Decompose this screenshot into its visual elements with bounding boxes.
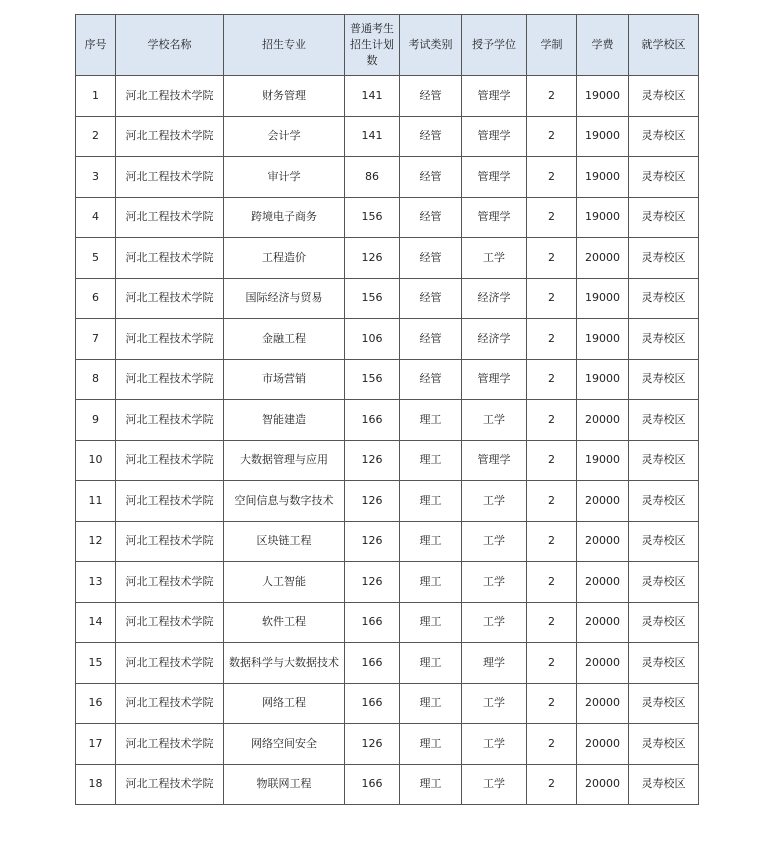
cell-tuition: 19000	[577, 359, 629, 400]
cell-school: 河北工程技术学院	[116, 764, 224, 805]
cell-campus: 灵寿校区	[629, 238, 699, 279]
table-row	[76, 76, 699, 117]
cell-duration: 2	[527, 359, 577, 400]
cell-school: 河北工程技术学院	[116, 278, 224, 319]
cell-major: 国际经济与贸易	[224, 278, 345, 319]
cell-campus: 灵寿校区	[629, 400, 699, 441]
cell-tuition: 20000	[577, 643, 629, 684]
cell-duration: 2	[527, 319, 577, 360]
header-row	[76, 15, 699, 76]
cell-tuition: 20000	[577, 238, 629, 279]
cell-tuition: 19000	[577, 76, 629, 117]
cell-degree: 管理学	[462, 116, 527, 157]
cell-school: 河北工程技术学院	[116, 400, 224, 441]
cell-exam-category: 理工	[400, 683, 462, 724]
cell-campus: 灵寿校区	[629, 440, 699, 481]
cell-major: 会计学	[224, 116, 345, 157]
header-cell-campus: 就学校区	[629, 15, 699, 76]
cell-index: 8	[76, 359, 116, 400]
cell-degree: 管理学	[462, 440, 527, 481]
table-row	[76, 400, 699, 441]
cell-major: 软件工程	[224, 602, 345, 643]
cell-index: 14	[76, 602, 116, 643]
cell-campus: 灵寿校区	[629, 562, 699, 603]
cell-tuition: 19000	[577, 278, 629, 319]
cell-degree: 工学	[462, 238, 527, 279]
cell-exam-category: 经管	[400, 76, 462, 117]
cell-plan-count: 156	[345, 359, 400, 400]
cell-index: 15	[76, 643, 116, 684]
cell-degree: 工学	[462, 400, 527, 441]
cell-plan-count: 166	[345, 683, 400, 724]
cell-exam-category: 经管	[400, 319, 462, 360]
cell-campus: 灵寿校区	[629, 481, 699, 522]
header-cell-plan-count: 普通考生招生计划数	[345, 15, 400, 76]
cell-major: 市场营销	[224, 359, 345, 400]
table-row	[76, 197, 699, 238]
cell-tuition: 19000	[577, 197, 629, 238]
cell-plan-count: 141	[345, 76, 400, 117]
cell-degree: 管理学	[462, 197, 527, 238]
header-cell-duration: 学制	[527, 15, 577, 76]
cell-index: 6	[76, 278, 116, 319]
cell-exam-category: 理工	[400, 481, 462, 522]
cell-index: 13	[76, 562, 116, 603]
cell-campus: 灵寿校区	[629, 643, 699, 684]
cell-campus: 灵寿校区	[629, 76, 699, 117]
table-header	[76, 15, 699, 76]
table-body	[76, 76, 699, 805]
cell-degree: 管理学	[462, 359, 527, 400]
cell-tuition: 19000	[577, 116, 629, 157]
cell-plan-count: 126	[345, 521, 400, 562]
cell-degree: 工学	[462, 602, 527, 643]
cell-major: 大数据管理与应用	[224, 440, 345, 481]
cell-campus: 灵寿校区	[629, 319, 699, 360]
table-row	[76, 157, 699, 198]
cell-plan-count: 126	[345, 440, 400, 481]
cell-exam-category: 经管	[400, 197, 462, 238]
cell-school: 河北工程技术学院	[116, 319, 224, 360]
cell-campus: 灵寿校区	[629, 278, 699, 319]
cell-duration: 2	[527, 724, 577, 765]
cell-school: 河北工程技术学院	[116, 602, 224, 643]
cell-exam-category: 经管	[400, 116, 462, 157]
table-row	[76, 521, 699, 562]
cell-major: 区块链工程	[224, 521, 345, 562]
cell-campus: 灵寿校区	[629, 521, 699, 562]
cell-school: 河北工程技术学院	[116, 238, 224, 279]
cell-major: 人工智能	[224, 562, 345, 603]
cell-school: 河北工程技术学院	[116, 643, 224, 684]
cell-major: 财务管理	[224, 76, 345, 117]
table-row	[76, 116, 699, 157]
cell-tuition: 20000	[577, 562, 629, 603]
cell-major: 物联网工程	[224, 764, 345, 805]
cell-plan-count: 86	[345, 157, 400, 198]
cell-major: 空间信息与数字技术	[224, 481, 345, 522]
cell-major: 跨境电子商务	[224, 197, 345, 238]
cell-tuition: 20000	[577, 400, 629, 441]
cell-degree: 工学	[462, 521, 527, 562]
cell-tuition: 20000	[577, 764, 629, 805]
cell-plan-count: 166	[345, 400, 400, 441]
table-row	[76, 602, 699, 643]
table-row	[76, 643, 699, 684]
cell-exam-category: 经管	[400, 157, 462, 198]
cell-tuition: 19000	[577, 440, 629, 481]
cell-duration: 2	[527, 76, 577, 117]
cell-school: 河北工程技术学院	[116, 562, 224, 603]
cell-plan-count: 141	[345, 116, 400, 157]
cell-index: 5	[76, 238, 116, 279]
cell-exam-category: 经管	[400, 359, 462, 400]
cell-school: 河北工程技术学院	[116, 724, 224, 765]
cell-major: 工程造价	[224, 238, 345, 279]
cell-index: 18	[76, 764, 116, 805]
table-row	[76, 238, 699, 279]
cell-school: 河北工程技术学院	[116, 116, 224, 157]
cell-exam-category: 理工	[400, 602, 462, 643]
cell-tuition: 20000	[577, 521, 629, 562]
cell-exam-category: 理工	[400, 643, 462, 684]
cell-tuition: 19000	[577, 157, 629, 198]
cell-duration: 2	[527, 238, 577, 279]
cell-exam-category: 理工	[400, 440, 462, 481]
cell-major: 数据科学与大数据技术	[224, 643, 345, 684]
cell-school: 河北工程技术学院	[116, 440, 224, 481]
cell-duration: 2	[527, 521, 577, 562]
cell-tuition: 20000	[577, 724, 629, 765]
cell-campus: 灵寿校区	[629, 724, 699, 765]
table-row	[76, 481, 699, 522]
cell-campus: 灵寿校区	[629, 764, 699, 805]
cell-exam-category: 理工	[400, 521, 462, 562]
header-cell-school: 学校名称	[116, 15, 224, 76]
cell-plan-count: 166	[345, 602, 400, 643]
cell-duration: 2	[527, 562, 577, 603]
cell-duration: 2	[527, 197, 577, 238]
cell-plan-count: 126	[345, 481, 400, 522]
cell-duration: 2	[527, 602, 577, 643]
cell-campus: 灵寿校区	[629, 683, 699, 724]
cell-plan-count: 156	[345, 197, 400, 238]
cell-exam-category: 理工	[400, 764, 462, 805]
cell-tuition: 20000	[577, 481, 629, 522]
cell-campus: 灵寿校区	[629, 197, 699, 238]
cell-exam-category: 理工	[400, 562, 462, 603]
header-cell-degree: 授予学位	[462, 15, 527, 76]
cell-exam-category: 理工	[400, 724, 462, 765]
cell-degree: 理学	[462, 643, 527, 684]
cell-plan-count: 126	[345, 238, 400, 279]
cell-plan-count: 106	[345, 319, 400, 360]
table-row	[76, 278, 699, 319]
cell-degree: 工学	[462, 481, 527, 522]
cell-duration: 2	[527, 481, 577, 522]
cell-school: 河北工程技术学院	[116, 481, 224, 522]
table-row	[76, 359, 699, 400]
cell-degree: 工学	[462, 562, 527, 603]
cell-campus: 灵寿校区	[629, 602, 699, 643]
cell-tuition: 19000	[577, 319, 629, 360]
cell-exam-category: 经管	[400, 238, 462, 279]
cell-index: 7	[76, 319, 116, 360]
cell-major: 网络工程	[224, 683, 345, 724]
cell-duration: 2	[527, 440, 577, 481]
cell-exam-category: 理工	[400, 400, 462, 441]
cell-duration: 2	[527, 116, 577, 157]
cell-degree: 经济学	[462, 319, 527, 360]
cell-school: 河北工程技术学院	[116, 76, 224, 117]
cell-degree: 工学	[462, 683, 527, 724]
cell-degree: 经济学	[462, 278, 527, 319]
cell-tuition: 20000	[577, 683, 629, 724]
cell-index: 2	[76, 116, 116, 157]
table-row	[76, 764, 699, 805]
cell-school: 河北工程技术学院	[116, 197, 224, 238]
cell-duration: 2	[527, 764, 577, 805]
cell-index: 16	[76, 683, 116, 724]
header-cell-tuition: 学费	[577, 15, 629, 76]
cell-plan-count: 156	[345, 278, 400, 319]
cell-school: 河北工程技术学院	[116, 521, 224, 562]
cell-duration: 2	[527, 400, 577, 441]
cell-index: 4	[76, 197, 116, 238]
cell-degree: 工学	[462, 724, 527, 765]
cell-index: 9	[76, 400, 116, 441]
cell-index: 1	[76, 76, 116, 117]
cell-index: 17	[76, 724, 116, 765]
table-row	[76, 319, 699, 360]
cell-school: 河北工程技术学院	[116, 683, 224, 724]
table-row	[76, 440, 699, 481]
cell-campus: 灵寿校区	[629, 157, 699, 198]
header-cell-index: 序号	[76, 15, 116, 76]
cell-school: 河北工程技术学院	[116, 157, 224, 198]
cell-major: 智能建造	[224, 400, 345, 441]
admissions-table	[75, 14, 699, 805]
cell-plan-count: 126	[345, 562, 400, 603]
cell-index: 11	[76, 481, 116, 522]
cell-major: 网络空间安全	[224, 724, 345, 765]
cell-tuition: 20000	[577, 602, 629, 643]
cell-index: 3	[76, 157, 116, 198]
cell-degree: 管理学	[462, 76, 527, 117]
cell-exam-category: 经管	[400, 278, 462, 319]
cell-index: 12	[76, 521, 116, 562]
cell-plan-count: 166	[345, 643, 400, 684]
cell-duration: 2	[527, 278, 577, 319]
table-row	[76, 724, 699, 765]
cell-major: 金融工程	[224, 319, 345, 360]
cell-duration: 2	[527, 643, 577, 684]
cell-major: 审计学	[224, 157, 345, 198]
header-cell-exam-category: 考试类别	[400, 15, 462, 76]
cell-degree: 管理学	[462, 157, 527, 198]
cell-campus: 灵寿校区	[629, 359, 699, 400]
cell-school: 河北工程技术学院	[116, 359, 224, 400]
header-cell-major: 招生专业	[224, 15, 345, 76]
cell-plan-count: 126	[345, 724, 400, 765]
cell-plan-count: 166	[345, 764, 400, 805]
cell-index: 10	[76, 440, 116, 481]
cell-duration: 2	[527, 157, 577, 198]
cell-duration: 2	[527, 683, 577, 724]
table-row	[76, 562, 699, 603]
table-row	[76, 683, 699, 724]
cell-campus: 灵寿校区	[629, 116, 699, 157]
cell-degree: 工学	[462, 764, 527, 805]
